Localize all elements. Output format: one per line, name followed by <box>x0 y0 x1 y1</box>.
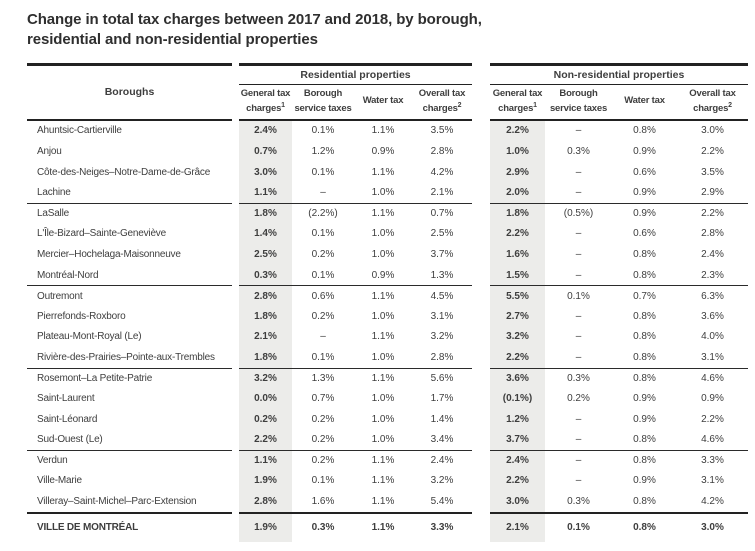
res-value: 1.1% <box>354 203 412 224</box>
res-value: 1.1% <box>354 450 412 471</box>
tax-change-table <box>27 63 748 542</box>
table-row <box>27 285 748 306</box>
footnote-marker: 2 <box>457 101 462 109</box>
res-value: 0.0% <box>239 388 292 409</box>
res-value: 5.4% <box>430 496 454 508</box>
group-header-residential: Residential properties <box>239 63 472 85</box>
page-title-line2: residential and non-residential properties <box>27 30 318 48</box>
table-row <box>27 388 748 409</box>
footnote-marker: 1 <box>533 101 537 109</box>
nonres-value: 2.4% <box>490 450 545 471</box>
footnote-marker: 1 <box>281 101 285 109</box>
header-line: charges$^2$ <box>422 101 462 114</box>
borough-name: Pierrefonds-Roxboro <box>37 310 126 322</box>
res-value: 1.1% <box>371 166 395 178</box>
column-gap <box>472 285 490 306</box>
column-gap <box>232 491 239 512</box>
nonres-value: 0.8% <box>612 512 677 542</box>
table-row <box>27 244 748 265</box>
res-value: 4.2% <box>430 166 454 178</box>
nonres-value: 2.9% <box>701 187 724 199</box>
column-header-res-water-tax <box>354 85 412 121</box>
nonres-value: 0.6% <box>633 228 656 240</box>
res-value: 2.8% <box>430 351 454 363</box>
nonres-value: 0.6% <box>633 166 656 178</box>
nonres-value: 2.2% <box>490 471 545 492</box>
column-gap <box>232 265 239 286</box>
res-value: 1.8% <box>239 306 292 327</box>
nonres-value: 3.0% <box>490 491 545 512</box>
table-row <box>27 141 748 162</box>
nonres-value: 0.3% <box>545 368 612 389</box>
nonres-value: 0.8% <box>633 434 656 446</box>
res-value: 1.0% <box>371 187 395 199</box>
nonres-value: (0.5%) <box>545 203 612 224</box>
table-row <box>27 182 748 203</box>
column-gap <box>232 182 239 203</box>
res-value: 2.8% <box>430 145 454 157</box>
column-gap <box>472 388 490 409</box>
column-header-nonres-borough-service <box>545 85 612 121</box>
borough-name: Villeray–Saint-Michel–Parc-Extension <box>37 496 197 508</box>
nonres-value: 5.5% <box>490 285 545 306</box>
column-gap <box>232 368 239 389</box>
res-value: 0.6% <box>292 285 354 306</box>
table-header <box>27 63 748 121</box>
res-value: 0.9% <box>371 269 395 281</box>
column-gap <box>472 368 490 389</box>
column-gap <box>472 162 490 183</box>
table-row <box>27 162 748 183</box>
nonres-value: 0.8% <box>633 331 656 343</box>
column-gap <box>472 121 490 142</box>
header-line: service taxes <box>294 102 352 114</box>
nonres-value: 2.2% <box>490 121 545 142</box>
table-row <box>27 306 748 327</box>
column-gap <box>232 409 239 430</box>
column-header-nonres-overall-tax <box>677 85 748 121</box>
res-value: 4.5% <box>412 285 472 306</box>
table-row <box>27 450 748 471</box>
borough-name: Verdun <box>27 450 232 471</box>
nonres-value: 0.8% <box>612 368 677 389</box>
borough-name: Lachine <box>37 187 71 199</box>
borough-name: Saint-Léonard <box>37 413 98 425</box>
borough-name: L'Île-Bizard–Sainte-Geneviève <box>37 228 166 240</box>
nonres-value: 3.2% <box>490 327 545 348</box>
borough-name: VILLE DE MONTRÉAL <box>27 512 232 542</box>
borough-name: Sud-Ouest (Le) <box>37 434 103 446</box>
res-value: 1.0% <box>371 248 395 260</box>
header-line: Borough <box>559 88 598 100</box>
res-value: 0.3% <box>292 512 354 542</box>
nonres-value: 0.8% <box>633 310 656 322</box>
column-gap <box>232 347 239 368</box>
nonres-value: 4.2% <box>701 496 724 508</box>
res-value: 1.1% <box>371 475 395 487</box>
res-value: 1.4% <box>430 413 454 425</box>
nonres-value: 0.8% <box>633 351 656 363</box>
nonres-value: 0.9% <box>633 393 656 405</box>
borough-name: Anjou <box>37 145 62 157</box>
column-gap <box>472 141 490 162</box>
header-line: charges$^1$ <box>498 101 537 114</box>
res-value: 2.8% <box>239 285 292 306</box>
res-value: 5.6% <box>412 368 472 389</box>
nonres-value: 2.4% <box>701 248 724 260</box>
column-gap <box>232 141 239 162</box>
header-line: service taxes <box>549 102 608 114</box>
nonres-value: 0.9% <box>633 187 656 199</box>
borough-name: Saint-Laurent <box>37 393 95 405</box>
nonres-value: 2.2% <box>701 413 724 425</box>
res-value: 0.7% <box>239 141 292 162</box>
column-gap <box>232 306 239 327</box>
header-line: Borough <box>303 88 343 100</box>
borough-name: Rosemont–La Petite-Patrie <box>27 368 232 389</box>
nonres-value: 2.1% <box>490 512 545 542</box>
column-gap <box>472 265 490 286</box>
nonres-value: – <box>575 351 582 363</box>
nonres-value: (0.1%) <box>490 388 545 409</box>
res-value: 3.2% <box>239 368 292 389</box>
res-value: 2.1% <box>430 187 454 199</box>
res-value: 0.7% <box>311 393 335 405</box>
nonres-value: 4.6% <box>701 434 724 446</box>
nonres-value: 3.0% <box>701 125 724 137</box>
table-row <box>27 327 748 348</box>
column-gap <box>232 244 239 265</box>
nonres-value: 0.3% <box>567 496 590 508</box>
nonres-value: 0.2% <box>567 393 590 405</box>
page-title <box>27 10 755 50</box>
res-value: 1.0% <box>371 351 395 363</box>
table-row <box>27 430 748 451</box>
nonres-value: 0.7% <box>612 285 677 306</box>
res-value: 0.3% <box>239 265 292 286</box>
column-header-boroughs: Boroughs <box>27 63 232 121</box>
column-gap <box>232 203 239 224</box>
nonres-value: 1.0% <box>490 141 545 162</box>
res-value: 2.8% <box>239 491 292 512</box>
column-gap <box>472 244 490 265</box>
column-gap <box>472 512 490 542</box>
res-value: 3.7% <box>430 248 454 260</box>
nonres-value: – <box>575 434 582 446</box>
res-value: – <box>320 331 326 343</box>
res-value: 0.2% <box>311 310 335 322</box>
res-value: 2.4% <box>239 121 292 142</box>
res-value: 1.6% <box>311 496 335 508</box>
nonres-value: 0.1% <box>545 512 612 542</box>
table-body <box>27 121 748 542</box>
total-row <box>27 512 748 542</box>
borough-name: Montréal-Nord <box>37 269 99 281</box>
nonres-value: 3.6% <box>490 368 545 389</box>
column-header-res-borough-service <box>292 85 354 121</box>
nonres-value: 1.5% <box>490 265 545 286</box>
column-gap <box>472 182 490 203</box>
borough-name: Ahuntsic-Cartierville <box>37 125 122 137</box>
nonres-value: 3.6% <box>701 310 724 322</box>
res-value: 1.3% <box>430 269 454 281</box>
column-header-res-general-tax <box>239 85 292 121</box>
res-value: 1.7% <box>430 393 454 405</box>
res-value: 0.2% <box>239 409 292 430</box>
res-value: 0.9% <box>371 145 395 157</box>
table-row <box>27 265 748 286</box>
column-gap <box>232 471 239 492</box>
table-row <box>27 203 748 224</box>
res-value: 2.4% <box>412 450 472 471</box>
res-value: 0.2% <box>311 434 335 446</box>
nonres-value: 0.3% <box>567 145 590 157</box>
nonres-value: 3.5% <box>701 166 724 178</box>
res-value: 1.1% <box>371 496 395 508</box>
header-line: Water tax <box>624 95 665 107</box>
nonres-value: 2.2% <box>701 145 724 157</box>
nonres-value: – <box>575 248 582 260</box>
nonres-value: 1.8% <box>490 203 545 224</box>
res-value: 1.2% <box>311 145 335 157</box>
header-line: General tax <box>240 88 291 100</box>
column-header-nonres-water-tax <box>612 85 677 121</box>
nonres-value: – <box>575 187 582 199</box>
res-value: 2.5% <box>430 228 454 240</box>
res-value: 3.3% <box>412 512 472 542</box>
nonres-value: 2.8% <box>701 228 724 240</box>
nonres-value: 2.0% <box>490 182 545 203</box>
table-row <box>27 409 748 430</box>
nonres-value: 3.1% <box>701 475 724 487</box>
header-line: General tax <box>492 88 543 100</box>
column-gap <box>472 491 490 512</box>
res-value: 2.5% <box>239 244 292 265</box>
nonres-value: 2.2% <box>677 203 748 224</box>
column-header-res-overall-tax <box>412 85 472 121</box>
column-gap <box>232 450 239 471</box>
res-value: 0.1% <box>311 269 335 281</box>
column-gap <box>232 430 239 451</box>
res-value: – <box>320 187 326 199</box>
nonres-value: 1.6% <box>490 244 545 265</box>
res-value: 1.0% <box>371 228 395 240</box>
res-value: 1.0% <box>371 393 395 405</box>
nonres-value: 2.2% <box>490 224 545 245</box>
res-value: 0.1% <box>311 475 335 487</box>
borough-name: Ville-Marie <box>37 475 82 487</box>
res-value: 1.9% <box>239 471 292 492</box>
table-row <box>27 368 748 389</box>
nonres-value: 0.8% <box>612 450 677 471</box>
column-gap <box>472 471 490 492</box>
nonres-value: 1.2% <box>490 409 545 430</box>
nonres-value: 0.9% <box>701 393 724 405</box>
nonres-value: 0.8% <box>633 269 656 281</box>
res-value: 3.4% <box>430 434 454 446</box>
res-value: 1.1% <box>371 125 395 137</box>
column-gap <box>232 327 239 348</box>
res-value: 1.1% <box>239 450 292 471</box>
borough-name: LaSalle <box>27 203 232 224</box>
group-header-non-residential: Non-residential properties <box>490 63 748 85</box>
nonres-value: – <box>575 269 582 281</box>
res-value: 3.1% <box>430 310 454 322</box>
column-gap <box>232 285 239 306</box>
res-value: 1.4% <box>239 224 292 245</box>
res-value: (2.2%) <box>292 203 354 224</box>
nonres-value: 0.9% <box>612 203 677 224</box>
nonres-value: 0.8% <box>633 496 656 508</box>
res-value: 2.1% <box>239 327 292 348</box>
res-value: 1.0% <box>371 310 395 322</box>
table-row <box>27 121 748 142</box>
borough-name: Outremont <box>27 285 232 306</box>
nonres-value: 3.3% <box>677 450 748 471</box>
column-gap <box>232 388 239 409</box>
res-value: 1.0% <box>371 413 395 425</box>
table-row <box>27 471 748 492</box>
nonres-value: 6.3% <box>677 285 748 306</box>
res-value: 0.7% <box>412 203 472 224</box>
header-line: Overall tax <box>418 88 466 100</box>
borough-name: Rivière-des-Prairies–Pointe-aux-Trembles <box>37 351 215 363</box>
column-gap <box>232 512 239 542</box>
nonres-value: 4.0% <box>701 331 724 343</box>
column-gap <box>472 409 490 430</box>
nonres-value: 2.9% <box>490 162 545 183</box>
column-gap <box>472 327 490 348</box>
column-gap <box>472 306 490 327</box>
column-gap <box>232 224 239 245</box>
res-value: 0.2% <box>292 450 354 471</box>
res-value: 3.2% <box>430 331 454 343</box>
nonres-value: 0.9% <box>633 413 656 425</box>
nonres-value: – <box>575 228 582 240</box>
table-row <box>27 491 748 512</box>
nonres-value: – <box>575 331 582 343</box>
res-value: 1.3% <box>292 368 354 389</box>
page-title-line1: Change in total tax charges between 2017 and 2018, by borough, <box>27 11 482 28</box>
nonres-value: 2.2% <box>490 347 545 368</box>
res-value: 1.1% <box>354 285 412 306</box>
nonres-value: – <box>575 166 582 178</box>
nonres-value: – <box>575 413 582 425</box>
nonres-value: 2.7% <box>490 306 545 327</box>
res-value: 1.1% <box>239 182 292 203</box>
column-gap <box>472 203 490 224</box>
res-value: 1.1% <box>354 368 412 389</box>
nonres-value: 3.0% <box>677 512 748 542</box>
res-value: 1.8% <box>239 203 292 224</box>
footnote-marker: 2 <box>728 101 732 109</box>
res-value: 1.1% <box>371 331 395 343</box>
column-gap <box>232 162 239 183</box>
column-header-nonres-general-tax <box>490 85 545 121</box>
res-value: 1.0% <box>371 434 395 446</box>
header-line: charges$^1$ <box>246 101 285 114</box>
res-value: 0.1% <box>311 125 335 137</box>
header-line: Overall tax <box>689 88 736 100</box>
borough-name: Plateau-Mont-Royal (Le) <box>37 331 142 343</box>
table-row <box>27 224 748 245</box>
res-value: 0.2% <box>311 413 335 425</box>
res-value: 3.0% <box>239 162 292 183</box>
res-value: 2.2% <box>239 430 292 451</box>
nonres-value: 2.3% <box>701 269 724 281</box>
res-value: 0.2% <box>311 248 335 260</box>
header-line: Water tax <box>362 95 404 107</box>
borough-name: Mercier–Hochelaga-Maisonneuve <box>37 248 181 260</box>
column-gap <box>472 347 490 368</box>
nonres-value: 0.9% <box>633 475 656 487</box>
nonres-value: – <box>575 310 582 322</box>
res-value: 1.1% <box>354 512 412 542</box>
nonres-value: 4.6% <box>677 368 748 389</box>
nonres-value: 0.1% <box>545 285 612 306</box>
table-row <box>27 347 748 368</box>
column-gap <box>472 450 490 471</box>
column-gap <box>472 224 490 245</box>
res-value: 1.9% <box>239 512 292 542</box>
nonres-value: 3.7% <box>490 430 545 451</box>
res-value: 3.2% <box>430 475 454 487</box>
res-value: 0.1% <box>311 166 335 178</box>
nonres-value: – <box>575 475 582 487</box>
header-line: charges$^2$ <box>693 101 732 114</box>
nonres-value: 0.8% <box>633 125 656 137</box>
nonres-value: 0.8% <box>633 248 656 260</box>
nonres-value: – <box>575 125 582 137</box>
res-value: 3.5% <box>430 125 454 137</box>
res-value: 0.1% <box>311 228 335 240</box>
nonres-value: – <box>545 450 612 471</box>
column-gap <box>232 121 239 142</box>
borough-name: Côte-des-Neiges–Notre-Dame-de-Grâce <box>37 166 211 178</box>
res-value: 1.8% <box>239 347 292 368</box>
nonres-value: 0.9% <box>633 145 656 157</box>
column-gap <box>472 430 490 451</box>
res-value: 0.1% <box>311 351 335 363</box>
nonres-value: 3.1% <box>701 351 724 363</box>
